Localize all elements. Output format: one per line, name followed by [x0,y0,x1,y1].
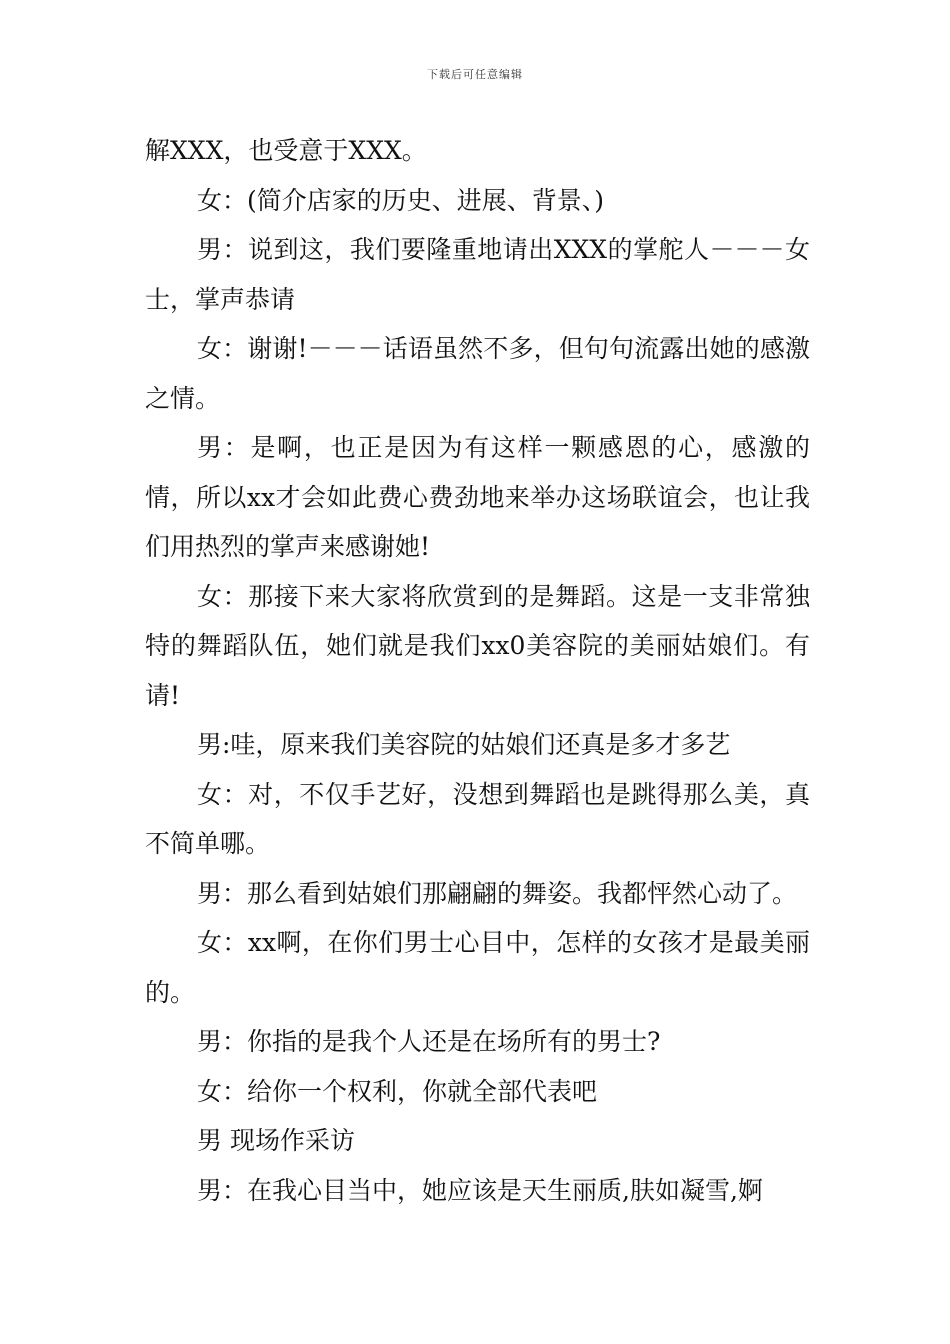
paragraph: 男：是啊，也正是因为有这样一颗感恩的心，感激的情，所以xx才会如此费心费劲地来举办这场联谊会，也让我们用热烈的掌声来感谢她! [145,433,810,561]
page-header-note: 下载后可任意编辑 [427,68,523,81]
paragraph: 女：给你一个权利，你就全部代表吧 [197,1076,598,1106]
paragraph-continuation: 解XXX，也受意于XXX。 [145,136,427,165]
paragraph: 女：xx啊，在你们男士心目中，怎样的女孩才是最美丽的。 [145,928,810,1007]
paragraph: 男 现场作采访 [197,1126,355,1155]
paragraph: 男：在我心目当中，她应该是天生丽质,肤如凝雪,婀 [197,1175,763,1205]
document-body [145,126,810,1215]
paragraph: 男:哇，原来我们美容院的姑娘们还真是多才多艺 [197,730,731,759]
paragraph: 男：说到这，我们要隆重地请出XXX的掌舵人－－－女士，掌声恭请 [145,235,810,314]
paragraph: 女：(简介店家的历史、进展、背景、) [197,185,605,215]
paragraph: 男：那么看到姑娘们那翩翩的舞姿。我都怦然心动了。 [197,878,798,908]
paragraph: 男：你指的是我个人还是在场所有的男士? [197,1027,661,1056]
paragraph: 女：谢谢!－－－话语虽然不多，但句句流露出她的感激之情。 [145,334,810,413]
paragraph: 女：对，不仅手艺好，没想到舞蹈也是跳得那么美，真不简单哪。 [145,779,810,858]
paragraph: 女：那接下来大家将欣赏到的是舞蹈。这是一支非常独特的舞蹈队伍，她们就是我们xx0美容院的美丽姑娘们。有请! [145,581,810,710]
